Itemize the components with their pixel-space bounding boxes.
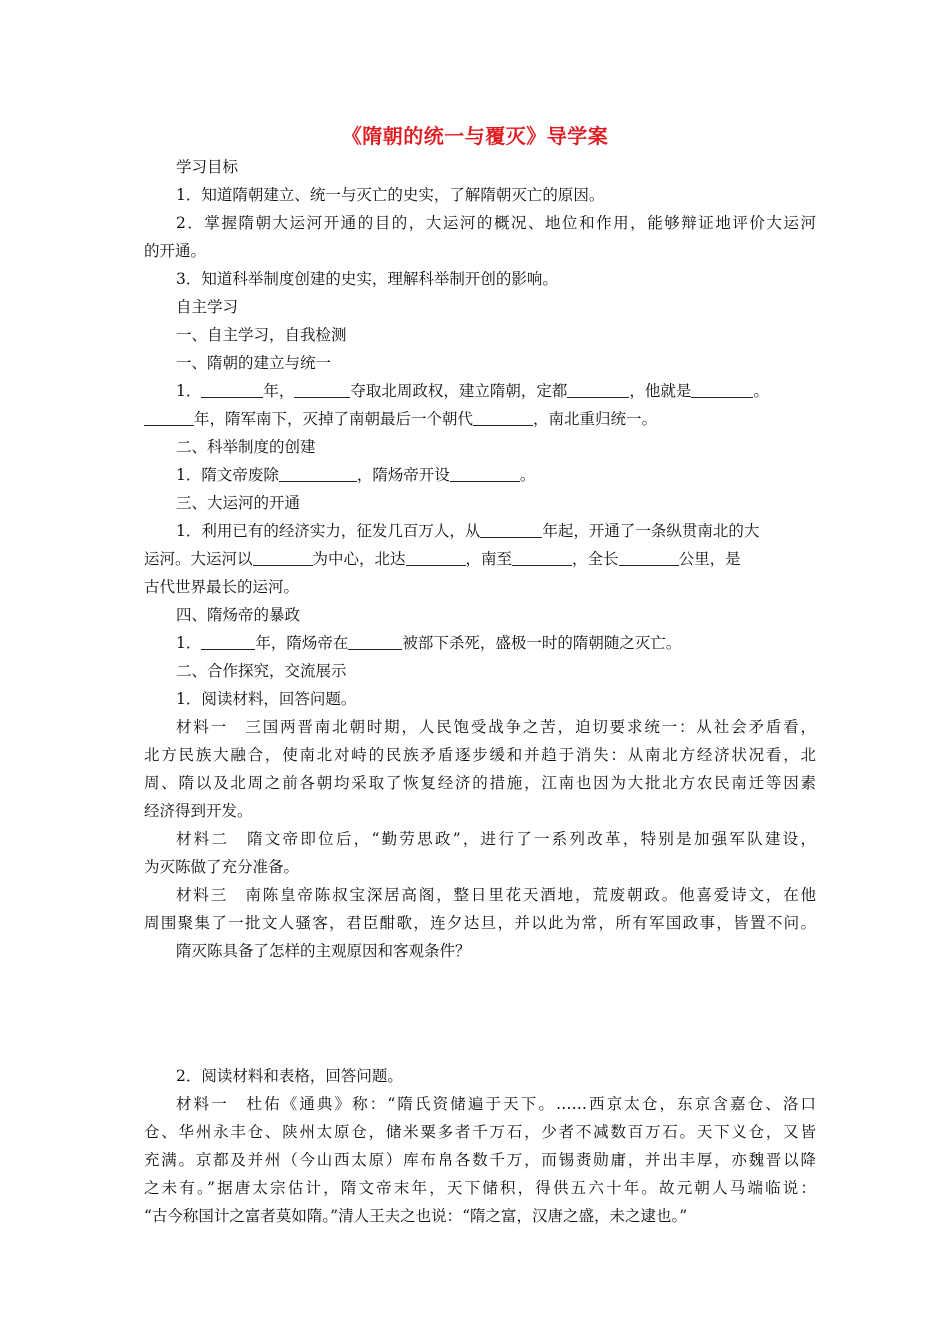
fill-blank[interactable]: [201, 634, 255, 650]
task-1: 1．阅读材料，回答问题。: [176, 690, 357, 708]
section-cooperative: 二、合作探究，交流展示: [176, 662, 347, 680]
goal-2-line-1: 2．掌握隋朝大运河开通的目的，大运河的概况、地位和作用，能够辩证地评价大运河: [176, 214, 816, 232]
fill-blank[interactable]: [512, 550, 572, 566]
text: 年起，开通了一条纵贯南北的大: [542, 522, 760, 540]
fill-blank[interactable]: [279, 466, 357, 482]
text: ，全长: [572, 550, 619, 568]
fill-blank[interactable]: [450, 466, 520, 482]
fill-blank[interactable]: [691, 382, 753, 398]
fill-blank[interactable]: [406, 550, 466, 566]
text: 1．: [176, 382, 202, 400]
fill-blank[interactable]: [253, 550, 313, 566]
material-1-line-4: 经济得到开发。: [144, 802, 253, 820]
material-n1-line-2: 仓、华州永丰仓、陕州太原仓，储米粟多者千万石，少者不减数百万石。天下义仓，又皆: [144, 1123, 816, 1141]
material-2-line-2: 为灭陈做了充分准备。: [144, 858, 300, 876]
material-1-line-2: 北方民族大融合，使南北对峙的民族矛盾逐步缓和并趋于消失：从南北方经济状况看，北: [144, 746, 816, 764]
material-n1-line-1: 材料一 杜佑《通典》称：“隋氏资储遍于天下。……西京太仓，东京含嘉仓、洛口: [176, 1095, 816, 1113]
goal-2-line-2: 的开通。: [144, 242, 207, 260]
text: 年，隋炀帝在: [255, 634, 349, 652]
material-3-line-2: 周围聚集了一批文人骚客，君臣酣歌，连夕达旦，并以此为常，所有军国政事，皆置不问。: [144, 914, 816, 932]
text: 为中心，北达: [312, 550, 406, 568]
text: 。: [519, 466, 536, 484]
question-1-line-2: [144, 409, 816, 429]
text: ，他就是: [629, 382, 692, 400]
learning-goals-heading: 学习目标: [176, 158, 239, 176]
material-1-line-3: 周、隋以及北周之前各朝均采取了恢复经济的措施，江南也因为大批北方农民南迁等因素: [144, 774, 816, 792]
text: 。: [753, 382, 769, 400]
text: 公里，是: [678, 550, 741, 568]
section-self-check: 一、自主学习，自我检测: [176, 326, 347, 344]
fill-blank[interactable]: [480, 522, 542, 538]
fill-blank[interactable]: [294, 382, 350, 398]
goal-3: 3．知道科举制度创建的史实，理解科举制开创的影响。: [176, 270, 558, 288]
text: 被部下杀死，盛极一时的隋朝随之灭亡。: [402, 634, 682, 652]
fill-blank[interactable]: [619, 550, 679, 566]
question-task-1: 隋灭陈具备了怎样的主观原因和客观条件？: [176, 942, 471, 960]
text: ，隋炀帝开设: [356, 466, 450, 484]
section-founding: 一、隋朝的建立与统一: [176, 354, 332, 372]
section-grand-canal: 三、大运河的开通: [176, 494, 301, 512]
section-tyranny: 四、隋炀帝的暴政: [176, 606, 301, 624]
fill-blank[interactable]: [348, 634, 402, 650]
question-1-line-1: [176, 381, 816, 401]
fill-blank[interactable]: [201, 382, 263, 398]
text: 1．隋文帝废除: [176, 466, 279, 484]
question-3-line-2: [144, 549, 816, 569]
task-2: 2．阅读材料和表格，回答问题。: [176, 1067, 403, 1085]
material-1-line-1: 材料一 三国两晋南北朝时期，人民饱受战争之苦，迫切要求统一：从社会矛盾看，: [176, 718, 816, 736]
fill-blank[interactable]: [567, 382, 629, 398]
document-title: 《隋朝的统一与覆灭》导学案: [341, 124, 609, 148]
material-3-line-1: 材料三 南陈皇帝陈叔宝深居高阁，整日里花天酒地，荒废朝政。他喜爱诗文，在他: [176, 886, 816, 904]
text: 1．: [176, 634, 202, 652]
question-3-line-1: [176, 521, 816, 541]
text: 运河。大运河以: [144, 550, 253, 568]
self-study-heading: 自主学习: [176, 298, 239, 316]
material-n1-line-3: 充满。京都及并州（今山西太原）库布帛各数千万，而锡赉勋庸，并出丰厚，亦魏晋以降: [144, 1151, 816, 1169]
material-n1-line-4: 之未有。”据唐太宗估计，隋文帝末年，天下储积，得供五六十年。故元朝人马端临说：: [144, 1179, 816, 1197]
fill-blank[interactable]: [144, 410, 194, 426]
question-3-line-3: 古代世界最长的运河。: [144, 578, 300, 596]
goal-1: 1．知道隋朝建立、统一与灭亡的史实，了解隋朝灭亡的原因。: [176, 186, 605, 204]
fill-blank[interactable]: [473, 410, 533, 426]
question-4: [176, 633, 816, 653]
text: ，南北重归统一。: [533, 410, 658, 428]
material-n1-line-5: “古今称国计之富者莫如隋。”清人王夫之也说：“隋之富，汉唐之盛，未之逮也。”: [144, 1207, 688, 1225]
material-2-line-1: 材料二 隋文帝即位后，“勤劳思政”，进行了一系列改革，特别是加强军队建设，: [176, 830, 816, 848]
text: ，南至: [465, 550, 513, 568]
text: 1．利用已有的经济实力，征发几百万人，从: [176, 522, 481, 540]
text: 年，: [263, 382, 295, 400]
question-2: [176, 465, 816, 485]
text: 年，隋军南下，灭掉了南朝最后一个朝代: [194, 410, 474, 428]
section-imperial-exam: 二、科举制度的创建: [176, 438, 316, 456]
text: 夺取北周政权，建立隋朝，定都: [350, 382, 568, 400]
